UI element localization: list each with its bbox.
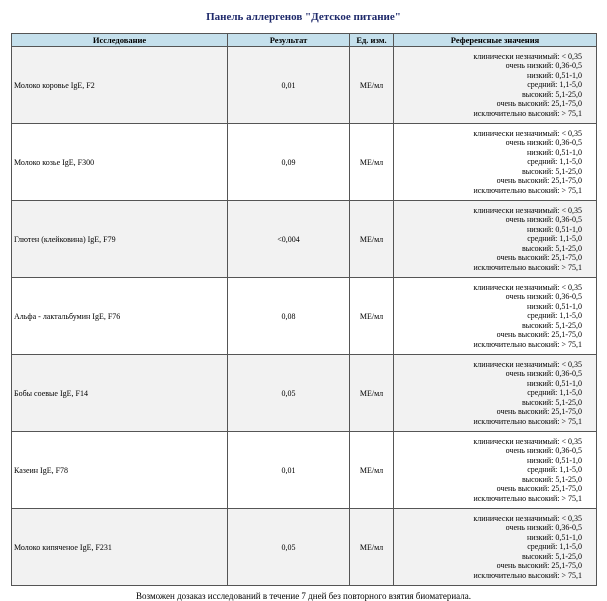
reference-line: очень высокий: 25,1-75,0 — [496, 407, 582, 417]
reference-values — [394, 355, 597, 432]
test-result: 0,01 — [228, 432, 350, 509]
reference-line: низкий: 0,51-1,0 — [526, 224, 582, 234]
reference-line: высокий: 5,1-25,0 — [521, 320, 582, 330]
reference-line: очень низкий: 0,36-0,5 — [505, 523, 582, 533]
reference-line: низкий: 0,51-1,0 — [526, 147, 582, 157]
reference-line: высокий: 5,1-25,0 — [521, 89, 582, 99]
reference-values — [394, 201, 597, 278]
reference-line: низкий: 0,51-1,0 — [526, 532, 582, 542]
header-reference: Референсные значения — [394, 34, 597, 47]
reference-line: средний: 1,1-5,0 — [527, 388, 582, 398]
reference-line: высокий: 5,1-25,0 — [521, 243, 582, 253]
page-title: Панель аллергенов "Детское питание" — [206, 11, 401, 23]
reference-line: клинически незначимый: < 0,35 — [473, 513, 582, 523]
reference-line: исключительно высокий: > 75,1 — [473, 108, 582, 118]
reference-line: высокий: 5,1-25,0 — [521, 474, 582, 484]
test-name: Альфа - лактальбумин IgE, F76 — [12, 278, 228, 355]
test-result: 0,05 — [228, 509, 350, 586]
reference-values — [394, 47, 597, 124]
reference-line: очень низкий: 0,36-0,5 — [505, 61, 582, 71]
reference-line: клинически незначимый: < 0,35 — [473, 205, 582, 215]
reference-line: клинически незначимый: < 0,35 — [473, 51, 582, 61]
test-result: <0,004 — [228, 201, 350, 278]
reference-line: очень высокий: 25,1-75,0 — [496, 330, 582, 340]
test-result: 0,09 — [228, 124, 350, 201]
reference-line: очень высокий: 25,1-75,0 — [496, 561, 582, 571]
test-unit: МЕ/мл — [350, 278, 394, 355]
test-name: Молоко коровье IgE, F2 — [12, 47, 228, 124]
table-row — [12, 355, 597, 432]
test-unit: МЕ/мл — [350, 201, 394, 278]
reference-line: средний: 1,1-5,0 — [527, 465, 582, 475]
reference-line: клинически незначимый: < 0,35 — [473, 128, 582, 138]
reference-line: клинически незначимый: < 0,35 — [473, 359, 582, 369]
table-row — [12, 124, 597, 201]
reference-line: высокий: 5,1-25,0 — [521, 551, 582, 561]
test-name: Глютен (клейковина) IgE, F79 — [12, 201, 228, 278]
test-result: 0,01 — [228, 47, 350, 124]
reference-line: клинически незначимый: < 0,35 — [473, 282, 582, 292]
reference-line: низкий: 0,51-1,0 — [526, 70, 582, 80]
test-name: Молоко кипяченое IgE, F231 — [12, 509, 228, 586]
reference-line: очень высокий: 25,1-75,0 — [496, 484, 582, 494]
reference-line: низкий: 0,51-1,0 — [526, 378, 582, 388]
table-row — [12, 201, 597, 278]
header-unit: Ед. изм. — [350, 34, 394, 47]
reference-line: очень низкий: 0,36-0,5 — [505, 446, 582, 456]
reference-line: очень высокий: 25,1-75,0 — [496, 176, 582, 186]
test-result: 0,05 — [228, 355, 350, 432]
reference-line: высокий: 5,1-25,0 — [521, 166, 582, 176]
reference-line: очень высокий: 25,1-75,0 — [496, 99, 582, 109]
reference-line: очень высокий: 25,1-75,0 — [496, 253, 582, 263]
test-unit: МЕ/мл — [350, 432, 394, 509]
reference-values — [394, 278, 597, 355]
reference-line: низкий: 0,51-1,0 — [526, 455, 582, 465]
reference-line: средний: 1,1-5,0 — [527, 311, 582, 321]
reference-line: исключительно высокий: > 75,1 — [473, 185, 582, 195]
test-name: Казеин IgE, F78 — [12, 432, 228, 509]
header-test: Исследование — [12, 34, 228, 47]
test-unit: МЕ/мл — [350, 355, 394, 432]
reference-line: клинически незначимый: < 0,35 — [473, 436, 582, 446]
header-result: Результат — [228, 34, 350, 47]
reference-values — [394, 432, 597, 509]
reference-line: исключительно высокий: > 75,1 — [473, 416, 582, 426]
test-result: 0,08 — [228, 278, 350, 355]
reference-line: очень низкий: 0,36-0,5 — [505, 369, 582, 379]
footer-note: Возможен дозаказ исследований в течение 7 дней без повторного взятия биоматериала. — [136, 591, 471, 601]
reference-line: средний: 1,1-5,0 — [527, 80, 582, 90]
table-row — [12, 47, 597, 124]
reference-line: низкий: 0,51-1,0 — [526, 301, 582, 311]
test-unit: МЕ/мл — [350, 47, 394, 124]
table-row — [12, 509, 597, 586]
table-header-row — [12, 34, 597, 47]
reference-line: исключительно высокий: > 75,1 — [473, 262, 582, 272]
test-unit: МЕ/мл — [350, 509, 394, 586]
reference-line: исключительно высокий: > 75,1 — [473, 493, 582, 503]
reference-line: исключительно высокий: > 75,1 — [473, 339, 582, 349]
reference-values — [394, 509, 597, 586]
reference-line: исключительно высокий: > 75,1 — [473, 570, 582, 580]
test-name: Молоко козье IgE, F300 — [12, 124, 228, 201]
test-name: Бобы соевые IgE, F14 — [12, 355, 228, 432]
reference-line: средний: 1,1-5,0 — [527, 157, 582, 167]
test-unit: МЕ/мл — [350, 124, 394, 201]
reference-line: очень низкий: 0,36-0,5 — [505, 292, 582, 302]
reference-values — [394, 124, 597, 201]
table-row — [12, 278, 597, 355]
reference-line: средний: 1,1-5,0 — [527, 542, 582, 552]
reference-line: очень низкий: 0,36-0,5 — [505, 215, 582, 225]
reference-line: средний: 1,1-5,0 — [527, 234, 582, 244]
table-row — [12, 432, 597, 509]
allergen-results-table — [11, 33, 597, 586]
reference-line: высокий: 5,1-25,0 — [521, 397, 582, 407]
reference-line: очень низкий: 0,36-0,5 — [505, 138, 582, 148]
